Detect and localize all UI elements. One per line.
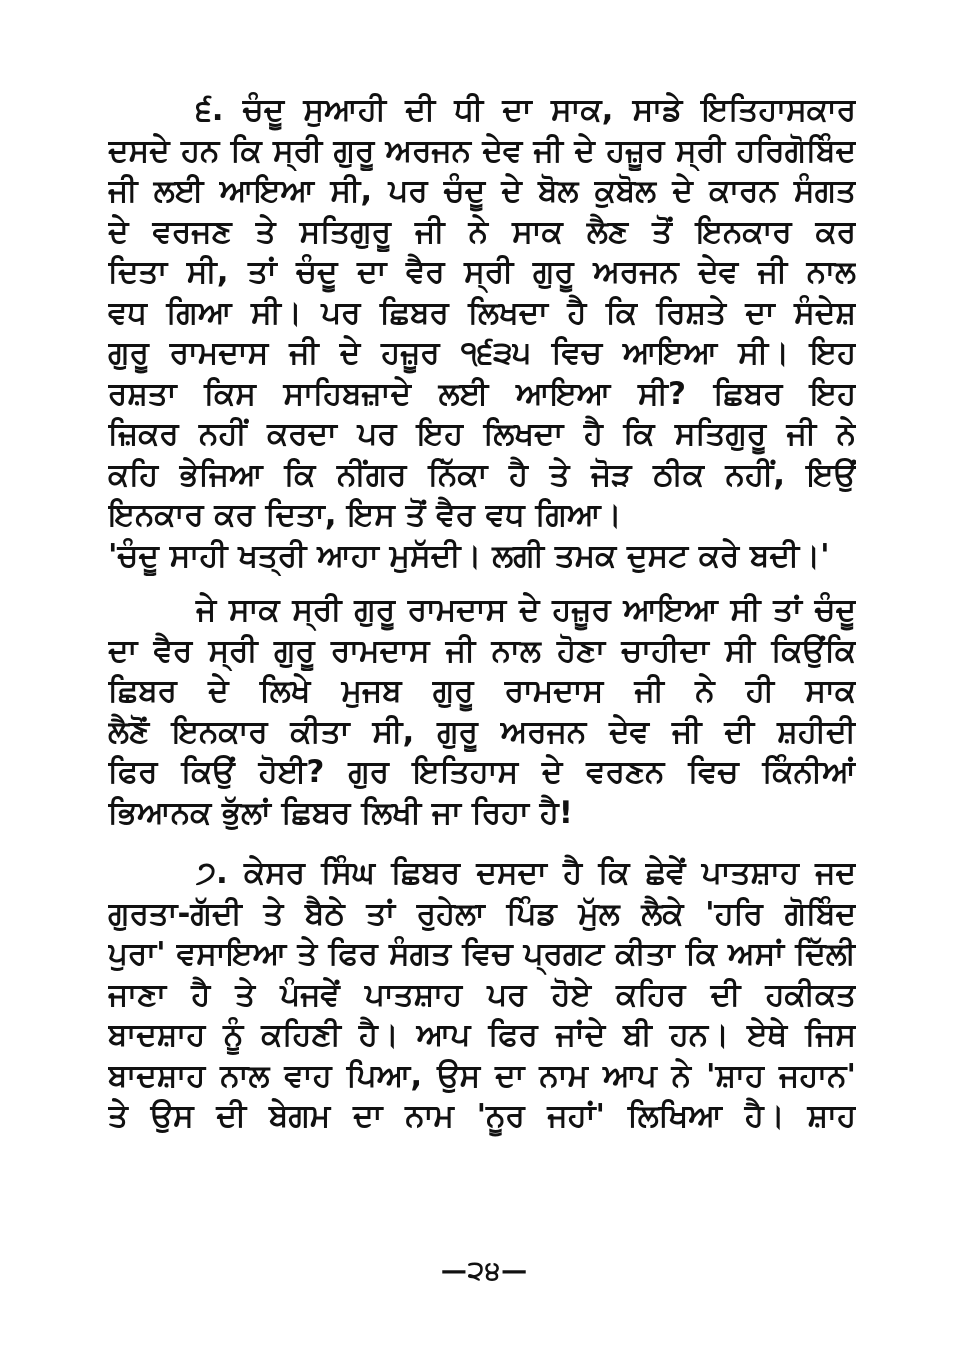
text-line: ੭. ਕੇਸਰ ਸਿੰਘ ਛਿਬਰ ਦਸਦਾ ਹੈ ਕਿ ਛੇਵੇਂ ਪਾਤਸ਼ਾਹ ਜਦ [196, 855, 856, 891]
text-line: ਭਿਆਨਕ ਭੁੱਲਾਂ ਛਿਬਰ ਲਿਖੀ ਜਾ ਰਿਹਾ ਹੈ! [108, 794, 573, 831]
text-line: ਬਾਦਸ਼ਾਹ ਨਾਲ ਵਾਹ ਪਿਆ, ਉਸ ਦਾ ਨਾਮ ਆਪ ਨੇ 'ਸ਼ਾਹ ਜਹਾਨ' [108, 1057, 856, 1094]
text-line: ਫਿਰ ਕਿਉਂ ਹੋਈ? ਗੁਰ ਇਤਿਹਾਸ ਦੇ ਵਰਣਨ ਵਿਚ ਕਿੰਨੀਆਂ [108, 754, 856, 790]
quote-line: 'ਚੰਦੂ ਸਾਹੀ ਖਤ੍ਰੀ ਆਹਾ ਮੁਸੱਦੀ। ਲਗੀ ਤਮਕ ਦੁਸਟ ਕਰੇ ਬਦੀ।' [108, 537, 830, 574]
text-line: ਦਸਦੇ ਹਨ ਕਿ ਸ੍ਰੀ ਗੁਰੂ ਅਰਜਨ ਦੇਵ ਜੀ ਦੇ ਹਜ਼ੂਰ ਸ੍ਰੀ ਹਰਿਗੋਬਿੰਦ [108, 132, 856, 169]
text-line: ਜ਼ਿਕਰ ਨਹੀਂ ਕਰਦਾ ਪਰ ਇਹ ਲਿਖਦਾ ਹੈ ਕਿ ਸਤਿਗੁਰੂ ਜੀ ਨੇ [108, 416, 856, 452]
text-line: ੬. ਚੰਦੂ ਸੁਆਹੀ ਦੀ ਧੀ ਦਾ ਸਾਕ, ਸਾਡੇ ਇਤਿਹਾਸਕਾਰ [196, 92, 856, 128]
quotation [108, 536, 856, 577]
paragraph-commentary [108, 590, 856, 833]
text-line: ਪੁਰਾ' ਵਸਾਇਆ ਤੇ ਫਿਰ ਸੰਗਤ ਵਿਚ ਪ੍ਰਗਟ ਕੀਤਾ ਕਿ ਅਸਾਂ ਦਿੱਲੀ [108, 936, 856, 972]
text-line: ਜੇ ਸਾਕ ਸ੍ਰੀ ਗੁਰੂ ਰਾਮਦਾਸ ਦੇ ਹਜ਼ੂਰ ਆਇਆ ਸੀ ਤਾਂ ਚੰਦੂ [196, 592, 856, 628]
paragraph-6 [108, 90, 856, 536]
page-number: —੨੪— [440, 1256, 529, 1286]
text-line: ਲੈਣੋਂ ਇਨਕਾਰ ਕੀਤਾ ਸੀ, ਗੁਰੂ ਅਰਜਨ ਦੇਵ ਜੀ ਦੀ ਸ਼ਹੀਦੀ [108, 713, 856, 750]
text-line: ਛਿਬਰ ਦੇ ਲਿਖੇ ਮੁਜਬ ਗੁਰੂ ਰਾਮਦਾਸ ਜੀ ਨੇ ਹੀ ਸਾਕ [108, 673, 856, 709]
text-line: ਬਾਦਸ਼ਾਹ ਨੂੰ ਕਹਿਣੀ ਹੈ। ਆਪ ਫਿਰ ਜਾਂਦੇ ਬੀ ਹਨ। ਏਥੇ ਜਿਸ [108, 1017, 856, 1053]
text-line: ਕਹਿ ਭੇਜਿਆ ਕਿ ਨੀਂਗਰ ਨਿੱਕਾ ਹੈ ਤੇ ਜੋੜ ਠੀਕ ਨਹੀਂ, ਇਉਂ [108, 456, 856, 493]
text-line: ਤੇ ਉਸ ਦੀ ਬੇਗਮ ਦਾ ਨਾਮ 'ਨੂਰ ਜਹਾਂ' ਲਿਖਿਆ ਹੈ। ਸ਼ਾਹ [108, 1098, 856, 1134]
text-line: ਦਾ ਵੈਰ ਸ੍ਰੀ ਗੁਰੂ ਰਾਮਦਾਸ ਜੀ ਨਾਲ ਹੋਣਾ ਚਾਹੀਦਾ ਸੀ ਕਿਉਂਕਿ [108, 632, 856, 669]
text-line: ਵਧ ਗਿਆ ਸੀ। ਪਰ ਛਿਬਰ ਲਿਖਦਾ ਹੈ ਕਿ ਰਿਸ਼ਤੇ ਦਾ ਸੰਦੇਸ਼ [108, 294, 856, 331]
text-line: ਦਿਤਾ ਸੀ, ਤਾਂ ਚੰਦੂ ਦਾ ਵੈਰ ਸ੍ਰੀ ਗੁਰੂ ਅਰਜਨ ਦੇਵ ਜੀ ਨਾਲ [108, 254, 856, 290]
text-line: ਇਨਕਾਰ ਕਰ ਦਿਤਾ, ਇਸ ਤੋਂ ਵੈਰ ਵਧ ਗਿਆ। [108, 497, 622, 533]
document-page [108, 90, 856, 1137]
text-line: ਗੁਰੂ ਰਾਮਦਾਸ ਜੀ ਦੇ ਹਜ਼ੂਰ ੧੬੩੫ ਵਿਚ ਆਇਆ ਸੀ। ਇਹ [108, 335, 856, 371]
text-line: ਜਾਣਾ ਹੈ ਤੇ ਪੰਜਵੇਂ ਪਾਤਸ਼ਾਹ ਪਰ ਹੋਏ ਕਹਿਰ ਦੀ ਹਕੀਕਤ [108, 976, 856, 1013]
text-line: ਜੀ ਲਈ ਆਇਆ ਸੀ, ਪਰ ਚੰਦੂ ਦੇ ਬੋਲ ਕੁਬੋਲ ਦੇ ਕਾਰਨ ਸੰਗਤ [108, 173, 856, 209]
text-line: ਰਸ਼ਤਾ ਕਿਸ ਸਾਹਿਬਜ਼ਾਦੇ ਲਈ ਆਇਆ ਸੀ? ਛਿਬਰ ਇਹ [108, 375, 856, 412]
text-line: ਦੇ ਵਰਜਣ ਤੇ ਸਤਿਗੁਰੂ ਜੀ ਨੇ ਸਾਕ ਲੈਣ ਤੋਂ ਇਨਕਾਰ ਕਰ [108, 213, 856, 250]
paragraph-7 [108, 853, 856, 1137]
text-line: ਗੁਰਤਾ-ਗੱਦੀ ਤੇ ਬੈਠੇ ਤਾਂ ਰੁਹੇਲਾ ਪਿੰਡ ਮੁੱਲ ਲੈਕੇ 'ਹਰਿ ਗੋਬਿੰਦ [108, 895, 856, 932]
